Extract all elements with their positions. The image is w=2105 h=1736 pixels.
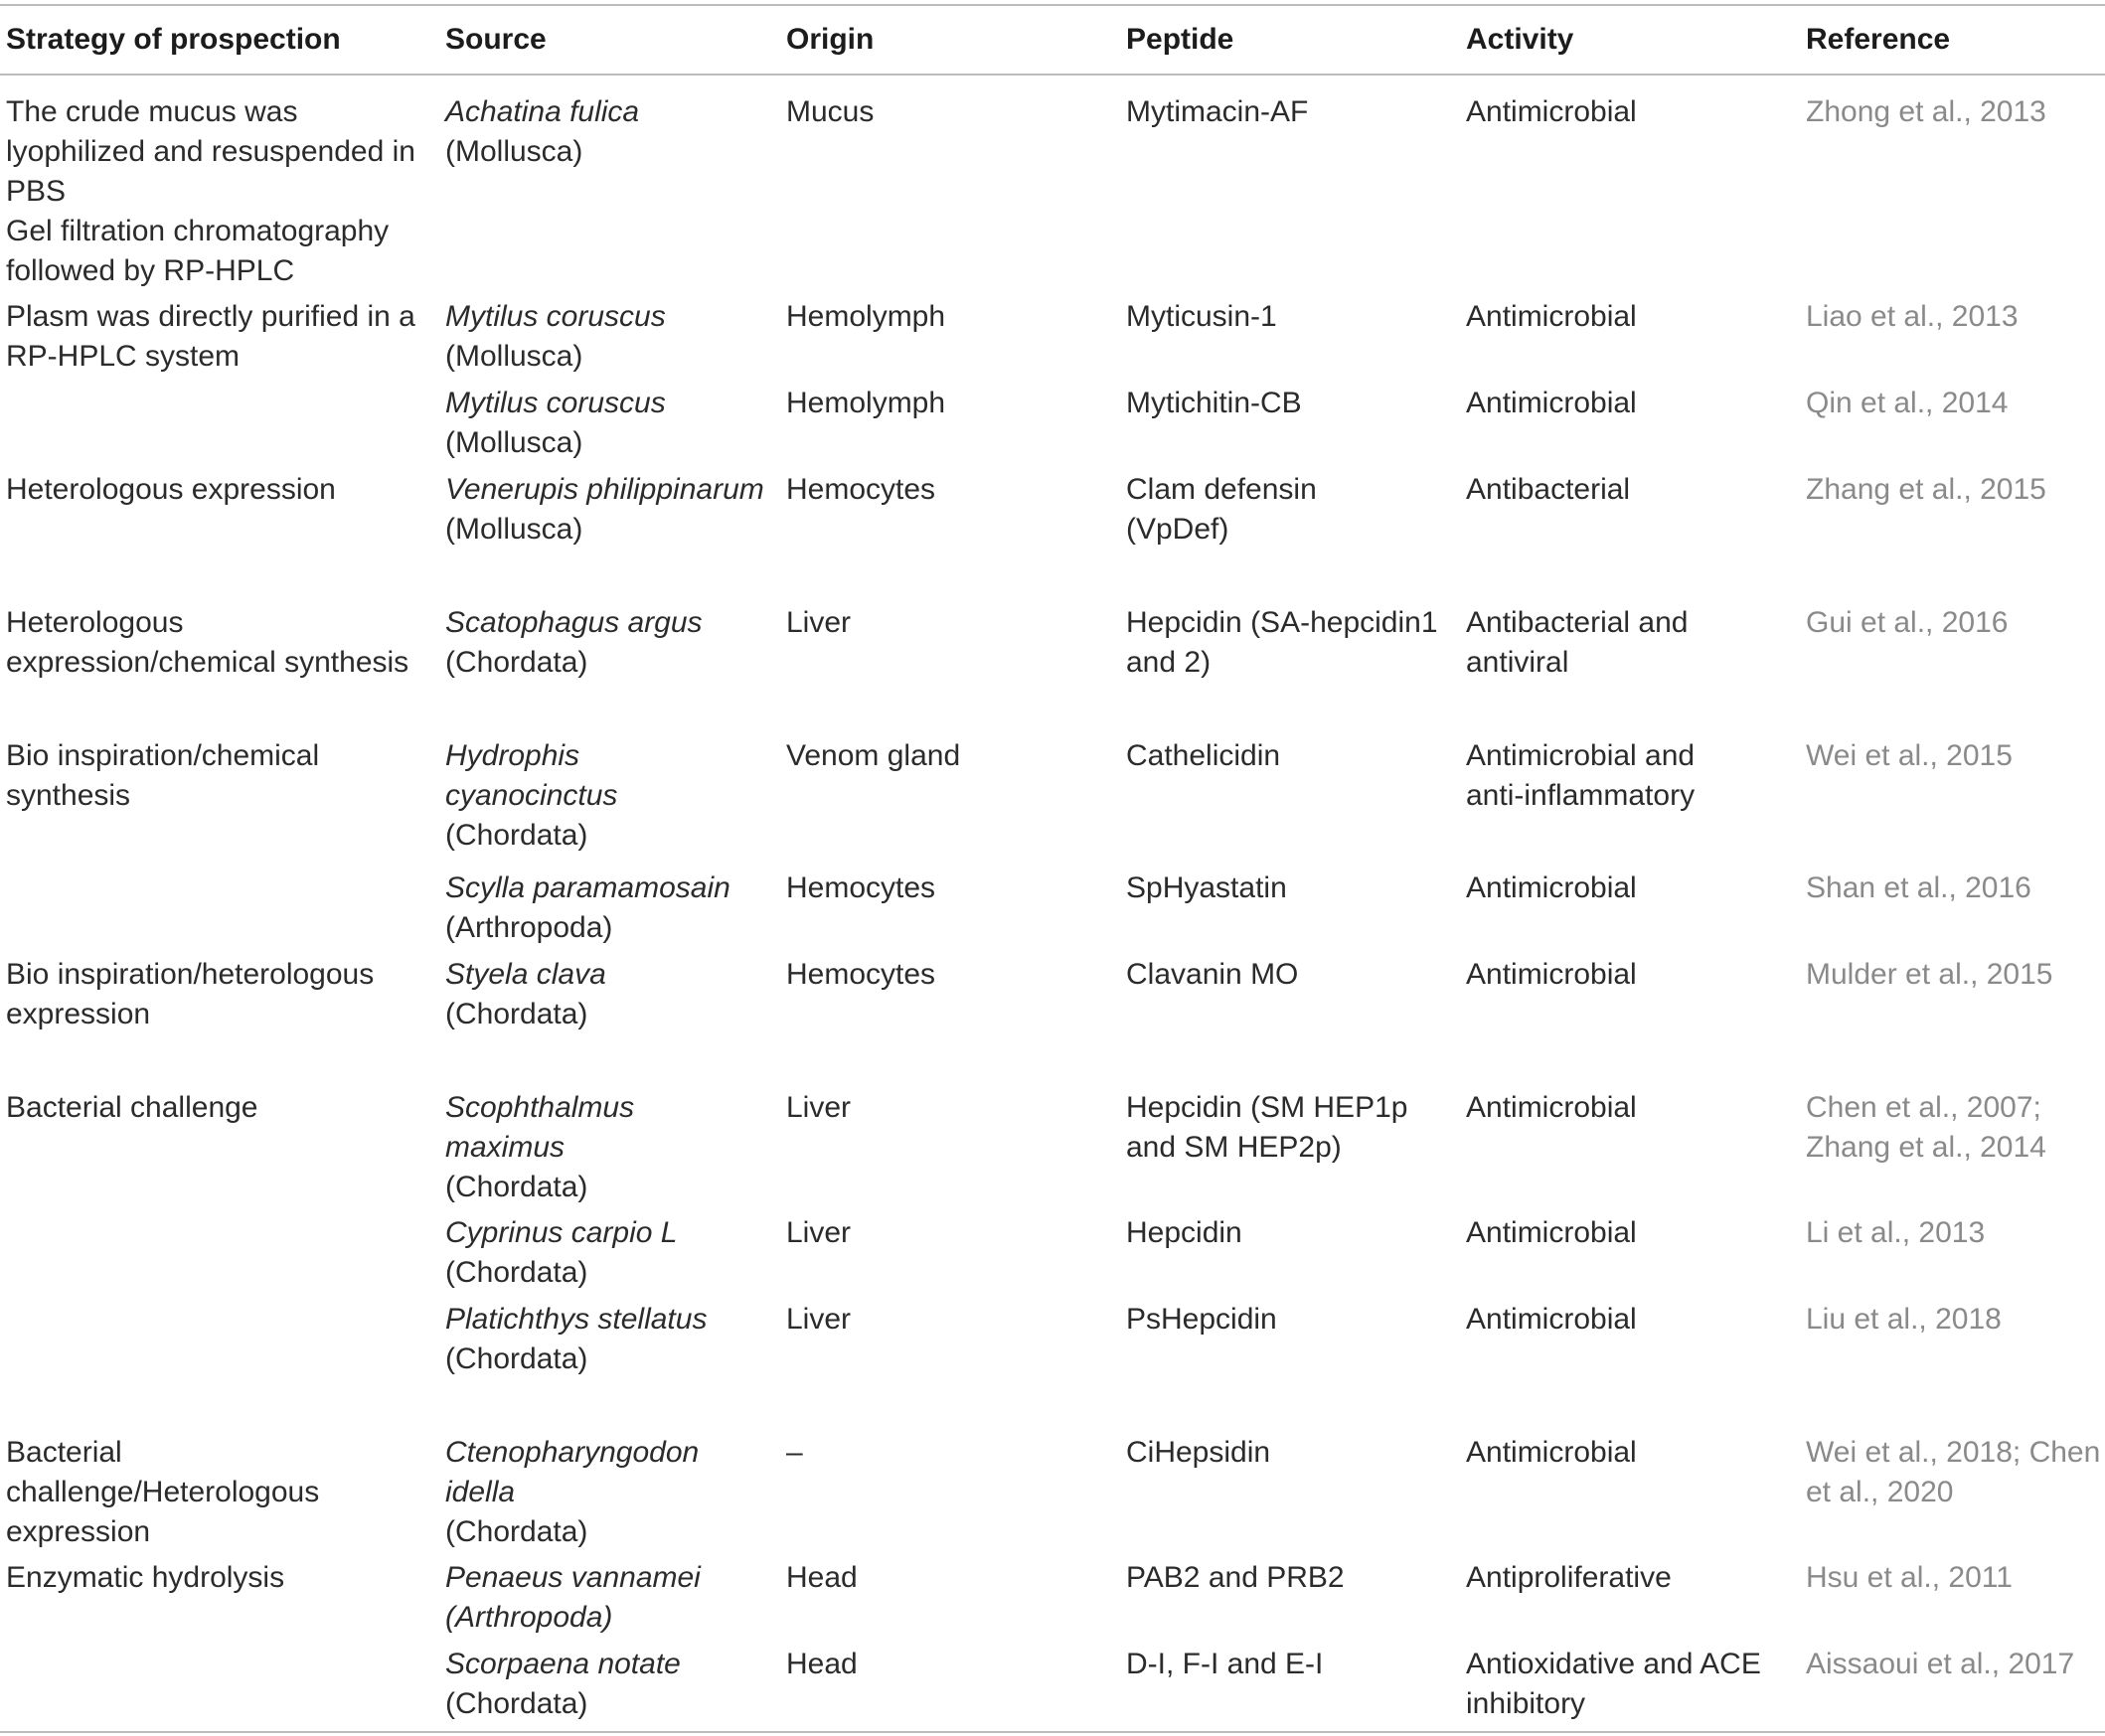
phylum-name: (Mollusca) [445, 513, 583, 546]
species-name: Cyprinus carpio L [445, 1216, 678, 1249]
cell-activity: Antimicrobial [1466, 300, 1637, 333]
cell-reference: Liu et al., 2018 [1806, 1303, 2002, 1336]
cell-reference: Mulder et al., 2015 [1806, 958, 2053, 991]
cell-origin: Hemocytes [786, 958, 936, 991]
phylum-name: (Mollusca) [445, 340, 583, 373]
cell-reference: Qin et al., 2014 [1806, 387, 2009, 419]
cell-peptide: Clam defensin (VpDef) [1126, 473, 1317, 546]
phylum-name: (Chordata) [445, 1515, 588, 1548]
phylum-name: (Chordata) [445, 1687, 588, 1720]
cell-activity: Antimicrobial and anti-inflammatory [1466, 739, 1696, 812]
cell-peptide: Myticusin-1 [1126, 300, 1277, 333]
cell-reference: Li et al., 2013 [1806, 1216, 1986, 1249]
phylum-name: (Arthropoda) [445, 1601, 613, 1634]
species-name: Hydrophis cyanocinctus [445, 739, 618, 812]
cell-origin: Venom gland [786, 739, 961, 772]
cell-activity: Antimicrobial [1466, 387, 1637, 419]
table-top-rule [0, 4, 2105, 6]
header-activity: Activity [1466, 23, 1574, 56]
species-name: Mytilus coruscus [445, 387, 666, 419]
header-peptide: Peptide [1126, 23, 1234, 56]
cell-strategy: Bio inspiration/heterologous expression [6, 958, 375, 1030]
phylum-name: (Chordata) [445, 1171, 588, 1203]
cell-strategy: Bacterial challenge/Heterologous expression [6, 1436, 320, 1548]
cell-reference: Shan et al., 2016 [1806, 871, 2031, 904]
cell-activity: Antimicrobial [1466, 871, 1637, 904]
cell-origin: Hemolymph [786, 300, 946, 333]
cell-origin: – [786, 1436, 803, 1469]
cell-activity: Antioxidative and ACE inhibitory [1466, 1648, 1761, 1720]
cell-source [445, 297, 773, 377]
cell-origin: Mucus [786, 95, 875, 128]
cell-origin: Hemocytes [786, 473, 936, 506]
phylum-name: (Mollusca) [445, 135, 583, 168]
cell-reference: Chen et al., 2007; Zhang et al., 2014 [1806, 1091, 2046, 1164]
cell-origin: Liver [786, 606, 852, 639]
cell-strategy: Plasm was directly purified in a RP-HPLC system [6, 300, 415, 373]
species-name: Platichthys stellatus [445, 1303, 708, 1336]
cell-origin: Liver [786, 1091, 852, 1124]
cell-reference: Liao et al., 2013 [1806, 300, 2019, 333]
phylum-name: (Chordata) [445, 819, 588, 852]
cell-reference: Hsu et al., 2011 [1806, 1561, 2013, 1594]
cell-origin: Liver [786, 1216, 852, 1249]
cell-source [445, 868, 773, 948]
cell-peptide: PAB2 and PRB2 [1126, 1561, 1345, 1594]
phylum-name: (Arthropoda) [445, 911, 613, 944]
table-header-rule [0, 74, 2105, 76]
header-source: Source [445, 23, 547, 56]
cell-source [445, 955, 773, 1034]
cell-activity: Antimicrobial [1466, 1216, 1637, 1249]
cell-activity: Antimicrobial [1466, 958, 1637, 991]
cell-peptide: Hepcidin (SA-hepcidin1 and 2) [1126, 606, 1438, 679]
cell-peptide: SpHyastatin [1126, 871, 1287, 904]
cell-peptide: Clavanin MO [1126, 958, 1299, 991]
cell-origin: Liver [786, 1303, 852, 1336]
species-name: Mytilus coruscus [445, 300, 666, 333]
species-name: Scylla paramamosain [445, 871, 730, 904]
cell-activity: Antimicrobial [1466, 1436, 1637, 1469]
cell-source [445, 92, 773, 172]
cell-source [445, 1088, 773, 1207]
phylum-name: (Chordata) [445, 1256, 588, 1289]
cell-origin: Hemolymph [786, 387, 946, 419]
phylum-name: (Chordata) [445, 1342, 588, 1375]
cell-strategy: Heterologous expression/chemical synthesis [6, 606, 409, 679]
cell-strategy: Bio inspiration/chemical synthesis [6, 739, 320, 812]
cell-reference: Zhong et al., 2013 [1806, 95, 2046, 128]
cell-strategy: Heterologous expression [6, 473, 336, 506]
cell-activity: Antibacterial [1466, 473, 1631, 506]
cell-source [445, 1213, 773, 1293]
species-name: Scorpaena notate [445, 1648, 681, 1680]
cell-peptide: Mytichitin-CB [1126, 387, 1302, 419]
cell-source [445, 1558, 773, 1638]
cell-strategy: Enzymatic hydrolysis [6, 1561, 285, 1594]
header-strategy: Strategy of prospection [6, 23, 341, 56]
cell-peptide: D-I, F-I and E-I [1126, 1648, 1324, 1680]
header-origin: Origin [786, 23, 875, 56]
cell-activity: Antimicrobial [1466, 1303, 1637, 1336]
cell-peptide: Cathelicidin [1126, 739, 1281, 772]
cell-peptide: Mytimacin-AF [1126, 95, 1309, 128]
species-name: Styela clava [445, 958, 606, 991]
cell-activity: Antiproliferative [1466, 1561, 1672, 1594]
cell-origin: Head [786, 1561, 858, 1594]
cell-source [445, 736, 773, 856]
cell-origin: Head [786, 1648, 858, 1680]
cell-origin: Hemocytes [786, 871, 936, 904]
phylum-name: (Chordata) [445, 646, 588, 679]
cell-activity: Antibacterial and antiviral [1466, 606, 1689, 679]
cell-reference: Gui et al., 2016 [1806, 606, 2009, 639]
cell-strategy: Bacterial challenge [6, 1091, 258, 1124]
cell-source [445, 1433, 773, 1552]
header-reference: Reference [1806, 23, 1951, 56]
cell-peptide: Hepcidin (SM HEP1p and SM HEP2p) [1126, 1091, 1408, 1164]
species-name: Venerupis philippinarum [445, 473, 764, 506]
cell-source [445, 384, 773, 463]
cell-peptide: CiHepsidin [1126, 1436, 1271, 1469]
table-bottom-rule [0, 1731, 2105, 1733]
cell-source [445, 603, 773, 683]
cell-peptide: PsHepcidin [1126, 1303, 1277, 1336]
cell-source [445, 470, 773, 550]
species-name: Achatina fulica [445, 95, 640, 128]
cell-reference: Zhang et al., 2015 [1806, 473, 2046, 506]
cell-reference: Wei et al., 2015 [1806, 739, 2013, 772]
cell-reference: Aissaoui et al., 2017 [1806, 1648, 2075, 1680]
cell-activity: Antimicrobial [1466, 95, 1637, 128]
cell-peptide: Hepcidin [1126, 1216, 1242, 1249]
cell-source [445, 1300, 773, 1379]
phylum-name: (Chordata) [445, 998, 588, 1030]
cell-strategy: The crude mucus was lyophilized and resuspended in PBS Gel filtration chromatography followed by RP-HPLC [6, 95, 415, 287]
species-name: Ctenopharyngodon idella [445, 1436, 700, 1508]
cell-activity: Antimicrobial [1466, 1091, 1637, 1124]
cell-reference: Wei et al., 2018; Chen et al., 2020 [1806, 1436, 2101, 1508]
species-name: Penaeus vannamei [445, 1561, 701, 1594]
species-name: Scophthalmus maximus [445, 1091, 635, 1164]
species-name: Scatophagus argus [445, 606, 703, 639]
phylum-name: (Mollusca) [445, 426, 583, 459]
cell-source [445, 1645, 773, 1724]
